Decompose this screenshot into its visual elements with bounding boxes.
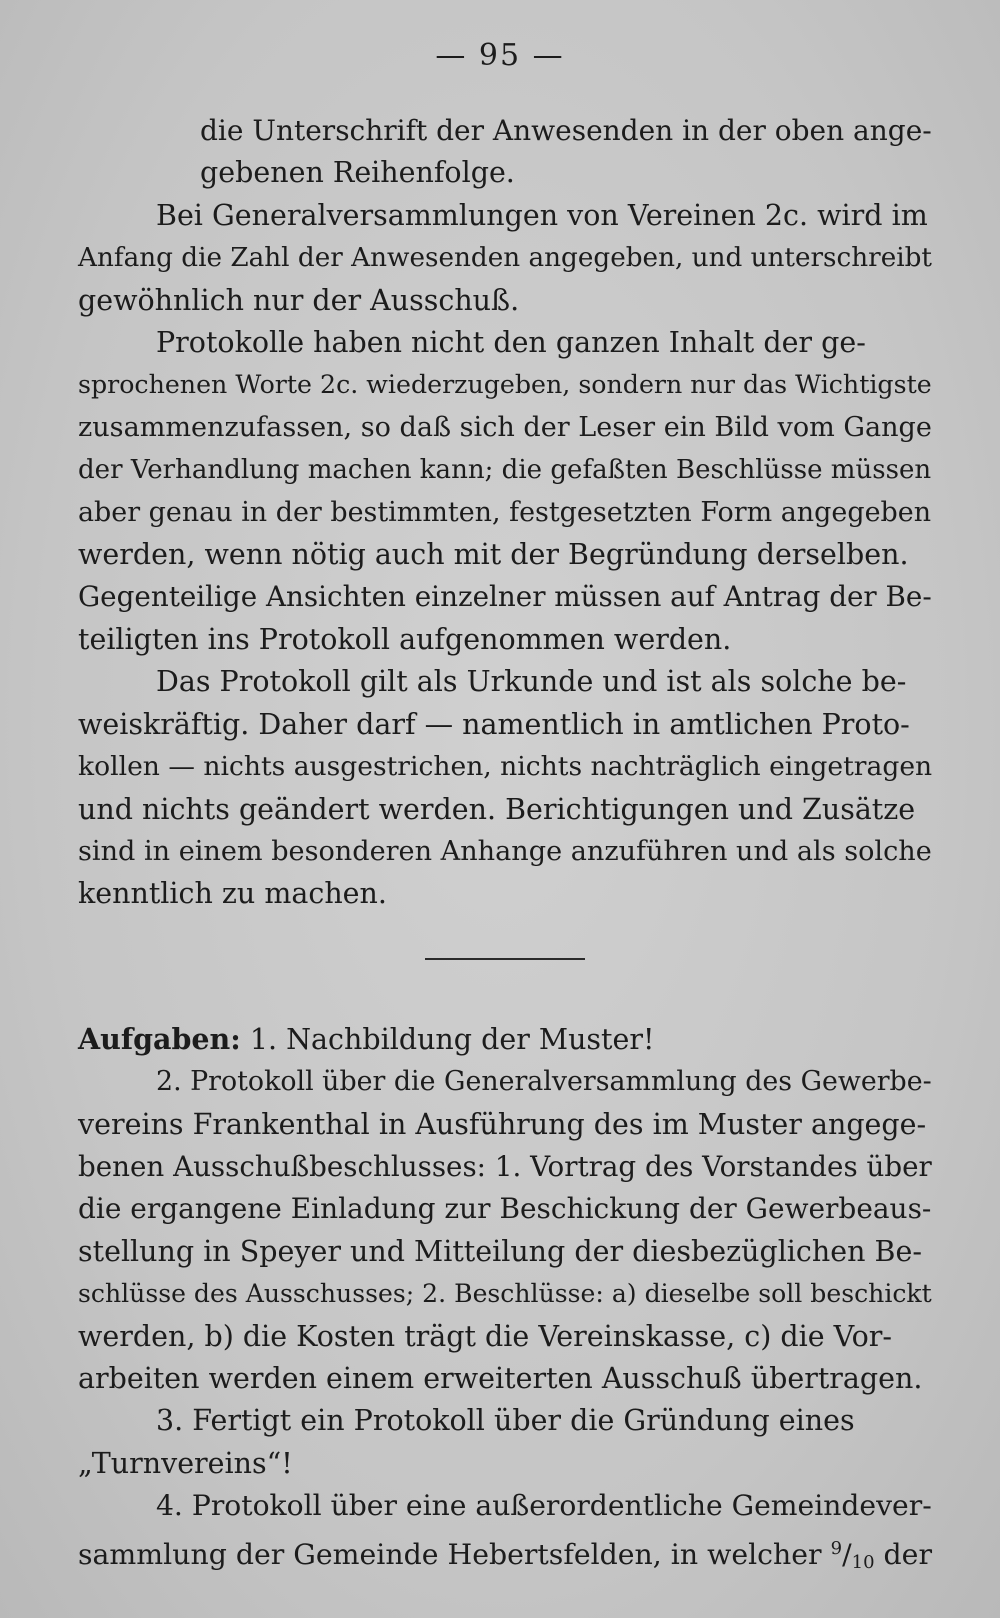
fraction-denominator: 10 [851,1551,875,1573]
text-line: Das Protokoll gilt als Urkunde und ist als solche be- [156,665,907,699]
text-line: werden, b) die Kosten trägt die Vereinskasse, c) die Vor- [78,1319,893,1353]
text-line: Bei Generalversammlungen von Vereinen 2c. wird im [156,198,928,232]
text-line: 2. Protokoll über die Generalversammlung des Gewerbe- [156,1066,932,1098]
task-1: 1. Nachbildung der Muster! [249,1022,655,1056]
text-line: schlüsse des Ausschusses; 2. Beschlüsse: a) dieselbe soll beschickt [78,1279,932,1309]
tasks-first-line [78,1018,932,1061]
text-line: Protokolle haben nicht den ganzen Inhalt der ge- [156,326,866,360]
fraction-numerator: 9 [830,1537,843,1559]
body-text [78,110,932,1584]
text-line: kollen — nichts ausgestrichen, nichts nachträglich eingetragen [78,751,933,783]
text-line: vereins Frankenthal in Ausführung des im Muster angege- [78,1107,927,1141]
text-line: zusammenzufassen, so daß sich der Leser ein Bild vom Gange [78,411,932,443]
text-line: aber genau in der bestimmten, festgesetzten Form angegeben [78,496,932,528]
text-line: sprochenen Worte 2c. wiederzugeben, sondern nur das Wichtigste [78,370,932,400]
text-line: benen Ausschußbeschlusses: 1. Vortrag des Vorstandes über [78,1149,932,1183]
text-line: die ergangene Einladung zur Beschickung der Gewerbeaus- [78,1192,932,1226]
text-line: arbeiten werden einem erweiterten Ausschuß übertragen. [78,1361,923,1395]
text-line-with-fraction [78,1528,932,1584]
text-line: 3. Fertigt ein Protokoll über die Gründung eines [156,1404,855,1438]
text-line: der Verhandlung machen kann; die gefaßten Beschlüsse müssen [78,455,932,486]
text-line: „Turnvereins“! [78,1446,293,1480]
task-4-text: sammlung der Gemeinde Hebertsfelden, in welcher [78,1537,822,1571]
fraction: $^9/_{10}$ [830,1537,875,1573]
text-line: sind in einem besonderen Anhange anzuführen und als solche [78,835,932,867]
text-line: Anfang die Zahl der Anwesenden angegeben, und unterschreibt [78,243,932,274]
page-number: — 95 — [435,38,565,73]
section-divider [425,958,585,960]
text-line: Gegenteilige Ansichten einzelner müssen auf Antrag der Be- [78,580,932,614]
text-line: kenntlich zu machen. [78,877,387,911]
text-line: 4. Protokoll über eine außerordentliche Gemeindever- [156,1489,932,1523]
text-line: die Unterschrift der Anwesenden in der oben ange- [200,114,932,147]
text-line: stellung in Speyer und Mitteilung der diesbezüglichen Be- [78,1234,922,1268]
text-line: gewöhnlich nur der Ausschuß. [78,283,520,317]
text-line: und nichts geändert werden. Berichtigungen und Zusätze [78,792,916,826]
text-line: weiskräftig. Daher darf — namentlich in amtlichen Proto- [78,707,910,741]
text-line: gebenen Reihenfolge. [200,156,515,190]
task-4-end: der [883,1537,932,1571]
tasks-heading: Aufgaben: [78,1021,241,1056]
text-line: werden, wenn nötig auch mit der Begründung derselben. [78,538,909,572]
text-line: teiligten ins Protokoll aufgenommen werden. [78,622,732,656]
